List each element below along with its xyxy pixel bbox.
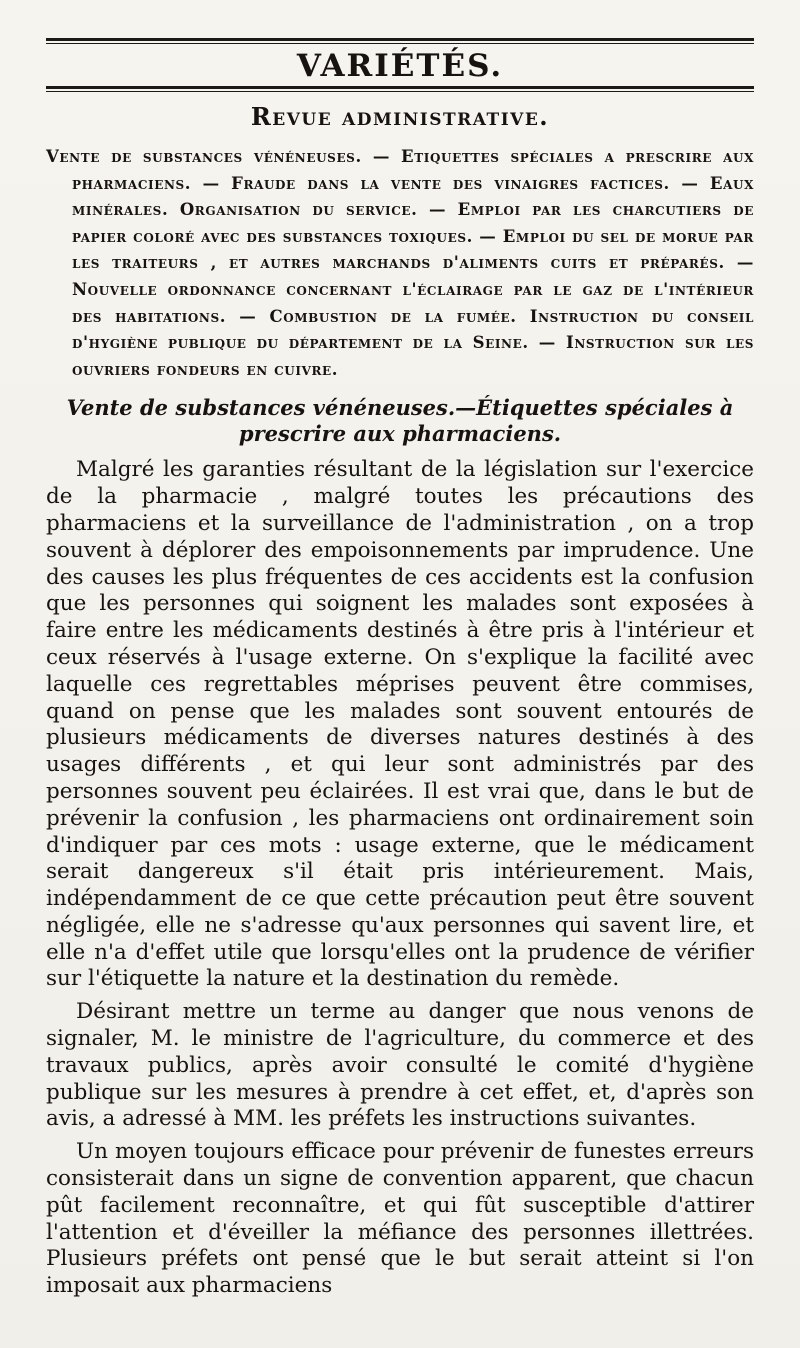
body-paragraph-2: Désirant mettre un terme au danger que nous venons de signaler, M. le ministre de l'agriculture, du commerce et des travaux publics, après avoir consulté le comité d'hygiène publique sur les mesures à prendre à cet effet, et, d'après son avis, a adressé à MM. les préfets les instructions suivantes. — [46, 999, 754, 1132]
body-paragraph-1: Malgré les garanties résultant de la législation sur l'exercice de la pharmacie , malgré toutes les précautions des pharmaciens et la surveillance de l'administration , on a trop souvent à déplorer des empoisonnements par imprudence. Une des causes les plus fréquentes de ces accidents est la confusion que les personnes qui soignent les malades sont exposées à faire entre les médicaments destinés à être pris à l'intérieur et ceux réservés à l'usage externe. On s'explique la facilité avec laquelle ces regrettables méprises peuvent être commises, quand on pense que les malades sont souvent entourés de plusieurs médicaments de diverses natures destinés à des usages différents , et qui leur sont administrés par des personnes souvent peu éclairées. Il est vrai que, dans le but de prévenir la confusion , les pharmaciens ont ordinairement soin d'indiquer par ces mots : usage externe, que le médicament serait dangereux s'il était pris intérieurement. Mais, indépendamment de ce que cette précaution peut être souvent négligée, elle ne s'adresse qu'aux personnes qui savent lire, et elle n'a d'effet utile que lorsqu'elles ont la prudence de vérifier sur l'étiquette la nature et la destination du remède. — [46, 457, 754, 992]
subtitle: Revue administrative. — [250, 102, 550, 131]
article-title: Vente de substances vénéneuses.—Étiquettes spéciales à prescrire aux pharmaciens. — [66, 395, 734, 447]
summary-paragraph: Vente de substances vénéneuses. — Etiquettes spéciales a prescrire aux pharmaciens. — Fraude dans la vente des vinaigres factices. — Eaux minérales. Organisation du service. — Emploi par les charcutiers de papier coloré avec des substances toxiques. — Emploi du sel de morue par les traiteurs , et autres marchands d'aliments cuits et préparés. — Nouvelle ordonnance concernant l'éclairage par le gaz de l'intérieur des habitations. — Combustion de la fumée. Instruction du conseil d'hygiène publique du département de la Seine. — Instruction sur les ouvriers fondeurs en cuivre. — [46, 147, 754, 379]
body-paragraph-3: Un moyen toujours efficace pour prévenir de funestes erreurs consisterait dans un signe de convention apparent, que chacun pût facilement reconnaître, et qui fût susceptible d'attirer l'attention et d'éveiller la méfiance des personnes illettrées. Plusieurs préfets ont pensé que le but serait atteint si l'on imposait aux pharmaciens — [46, 1139, 754, 1299]
title-double-rule — [46, 86, 754, 92]
section-title: VARIÉTÉS. — [296, 48, 504, 84]
top-double-rule — [46, 38, 754, 44]
